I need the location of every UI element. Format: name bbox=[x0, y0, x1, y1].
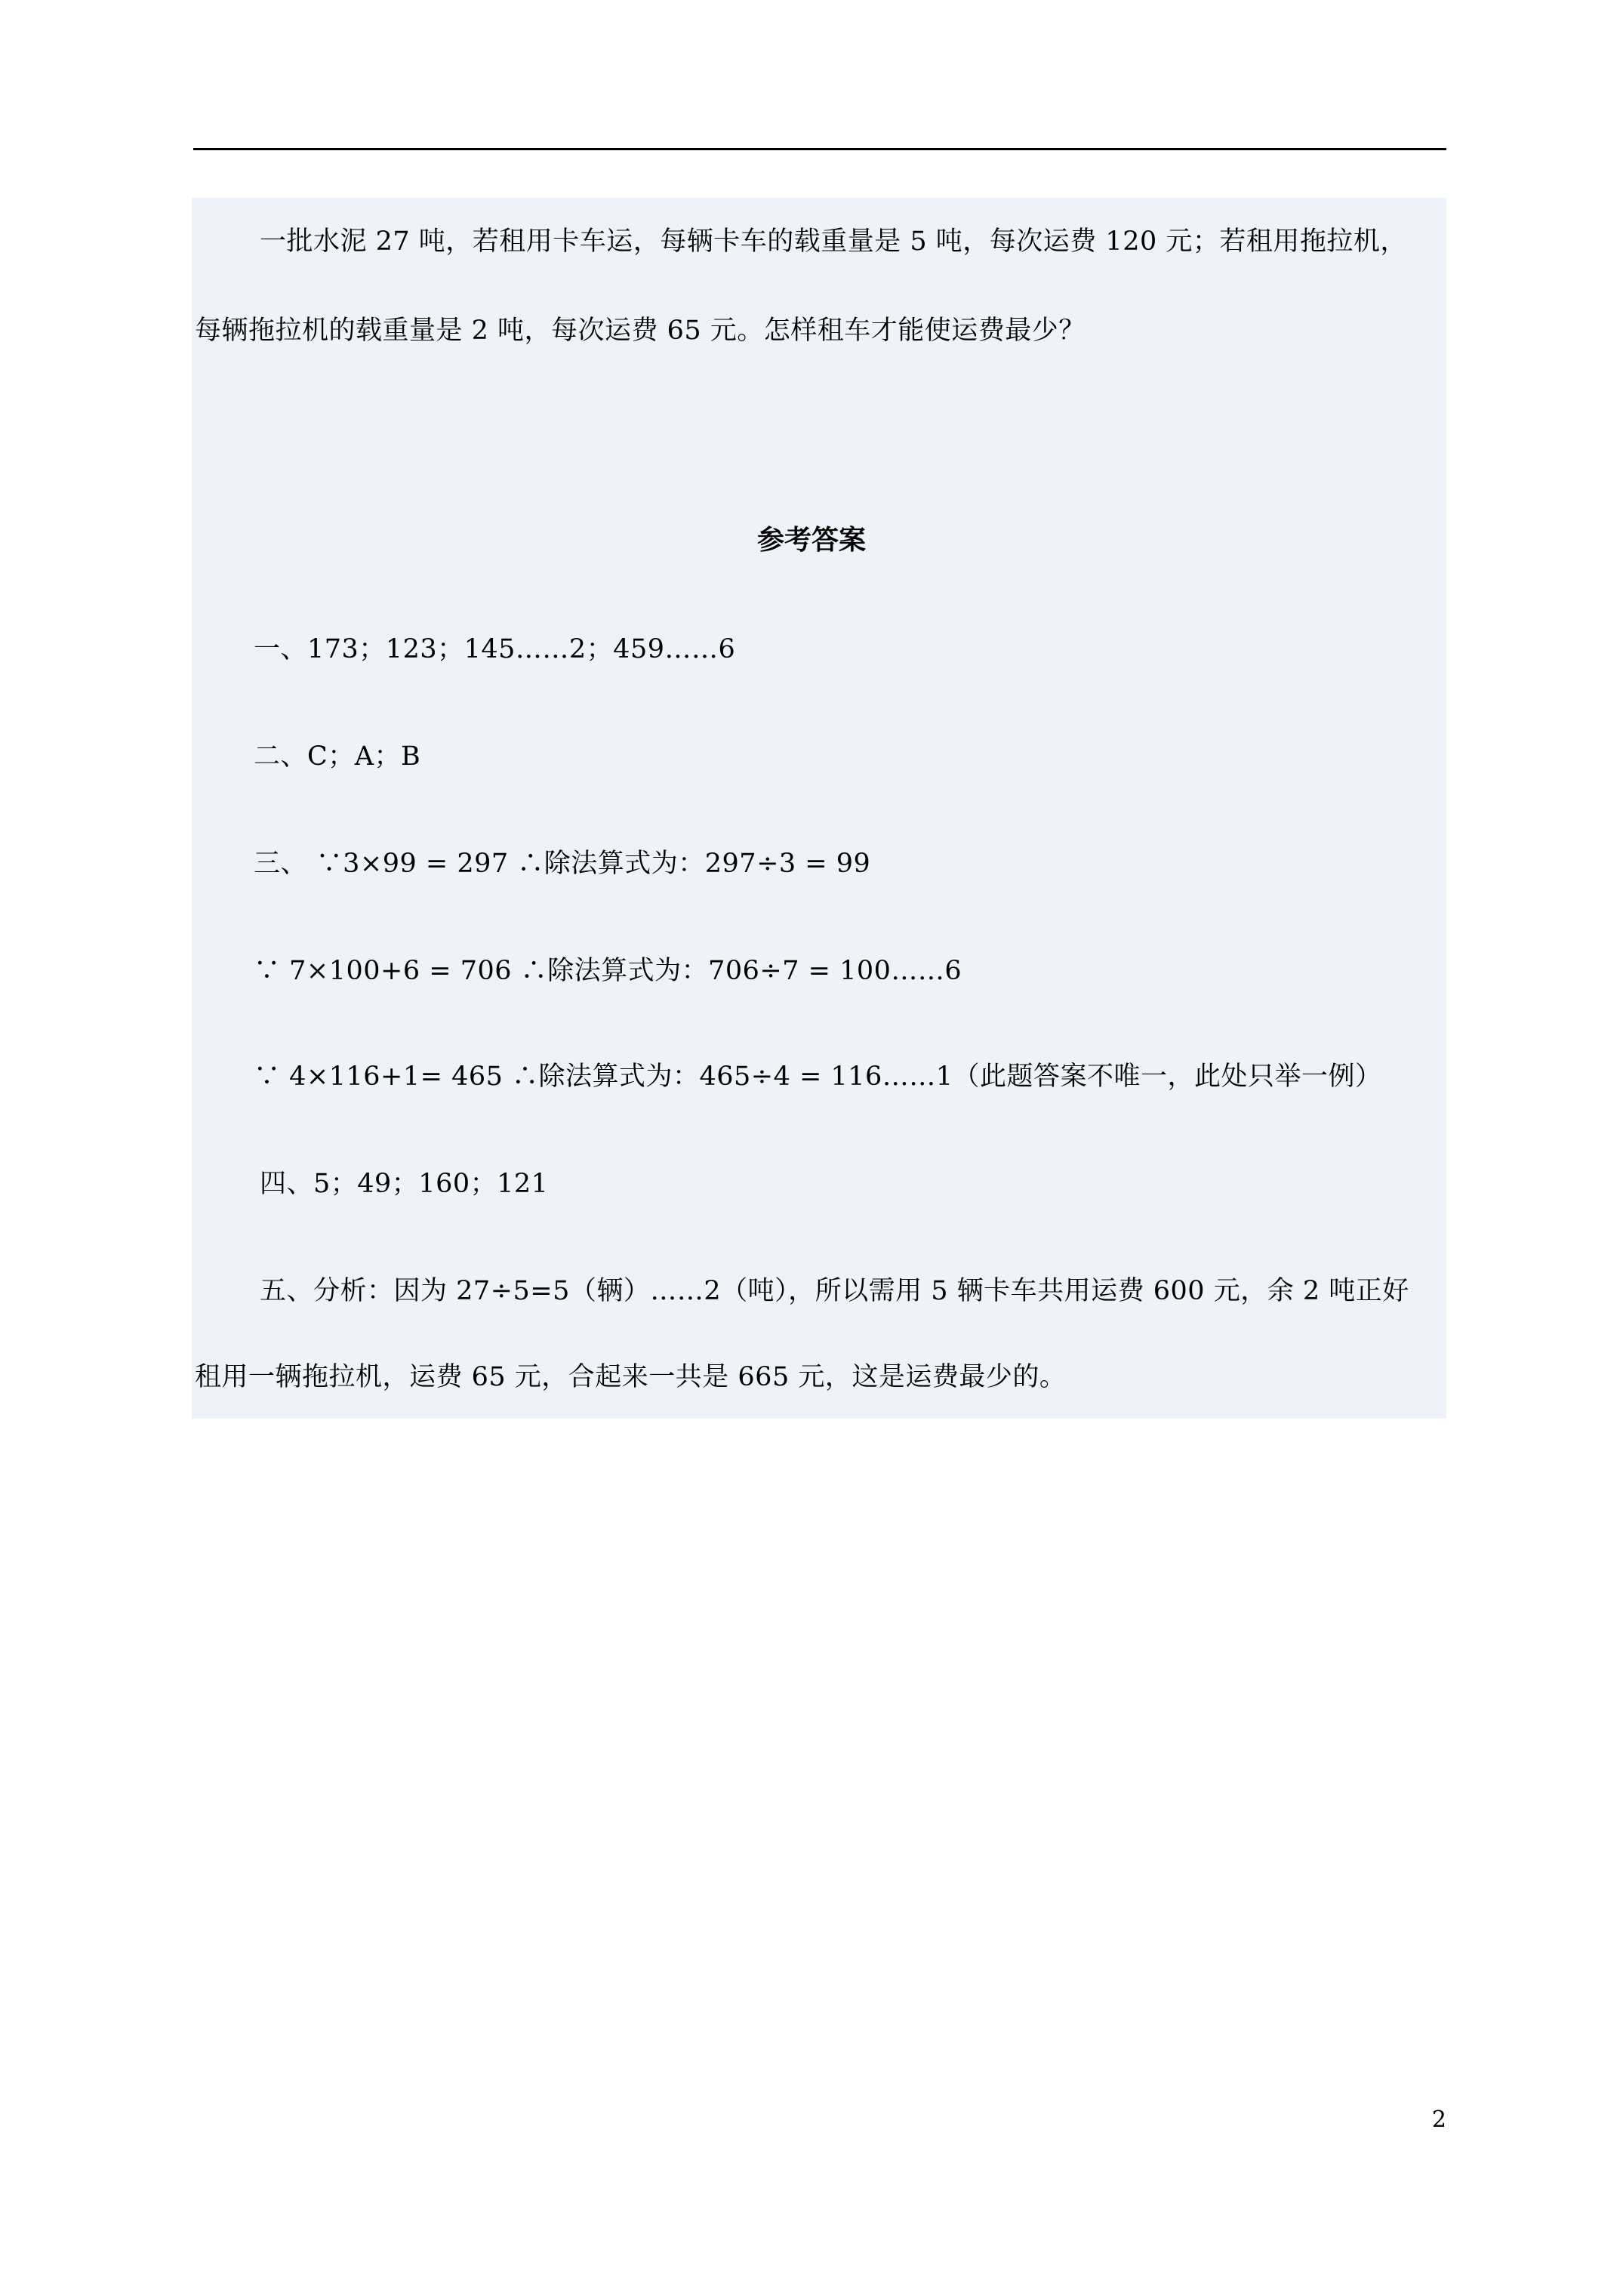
answer-part-3-line-3: ∵ 4×116+1= 465 ∴除法算式为：465÷4 = 116……1（此题答案不唯一，此处只举一例） bbox=[254, 1062, 1382, 1092]
header-rule bbox=[193, 148, 1446, 150]
problem-line-1: 一批水泥 27 吨，若租用卡车运，每辆卡车的载重量是 5 吨，每次运费 120 元；若租用拖拉机， bbox=[260, 227, 1407, 257]
answer-part-3-line-2: ∵ 7×100+6 = 706 ∴除法算式为：706÷7 = 100……6 bbox=[254, 956, 962, 986]
answer-part-2: 二、C；A；B bbox=[254, 741, 421, 772]
page-number: 2 bbox=[1431, 2106, 1446, 2133]
answer-part-5-line-2: 租用一辆拖拉机，运费 65 元，合起来一共是 665 元，这是运费最少的。 bbox=[195, 1362, 1067, 1392]
answer-part-4: 四、5；49；160；121 bbox=[260, 1169, 549, 1199]
answer-part-3-line-1: 三、 ∵3×99 = 297 ∴除法算式为：297÷3 = 99 bbox=[254, 849, 871, 879]
problem-line-2: 每辆拖拉机的载重量是 2 吨，每次运费 65 元。怎样租车才能使运费最少？ bbox=[195, 316, 1086, 346]
answers-heading: 参考答案 bbox=[756, 524, 866, 556]
content-block bbox=[192, 198, 1446, 1419]
answer-part-5-line-1: 五、分析：因为 27÷5=5（辆）……2（吨），所以需用 5 辆卡车共用运费 600 元，余 2 吨正好 bbox=[260, 1276, 1409, 1306]
answer-part-1: 一、173；123；145……2；459……6 bbox=[254, 634, 736, 664]
